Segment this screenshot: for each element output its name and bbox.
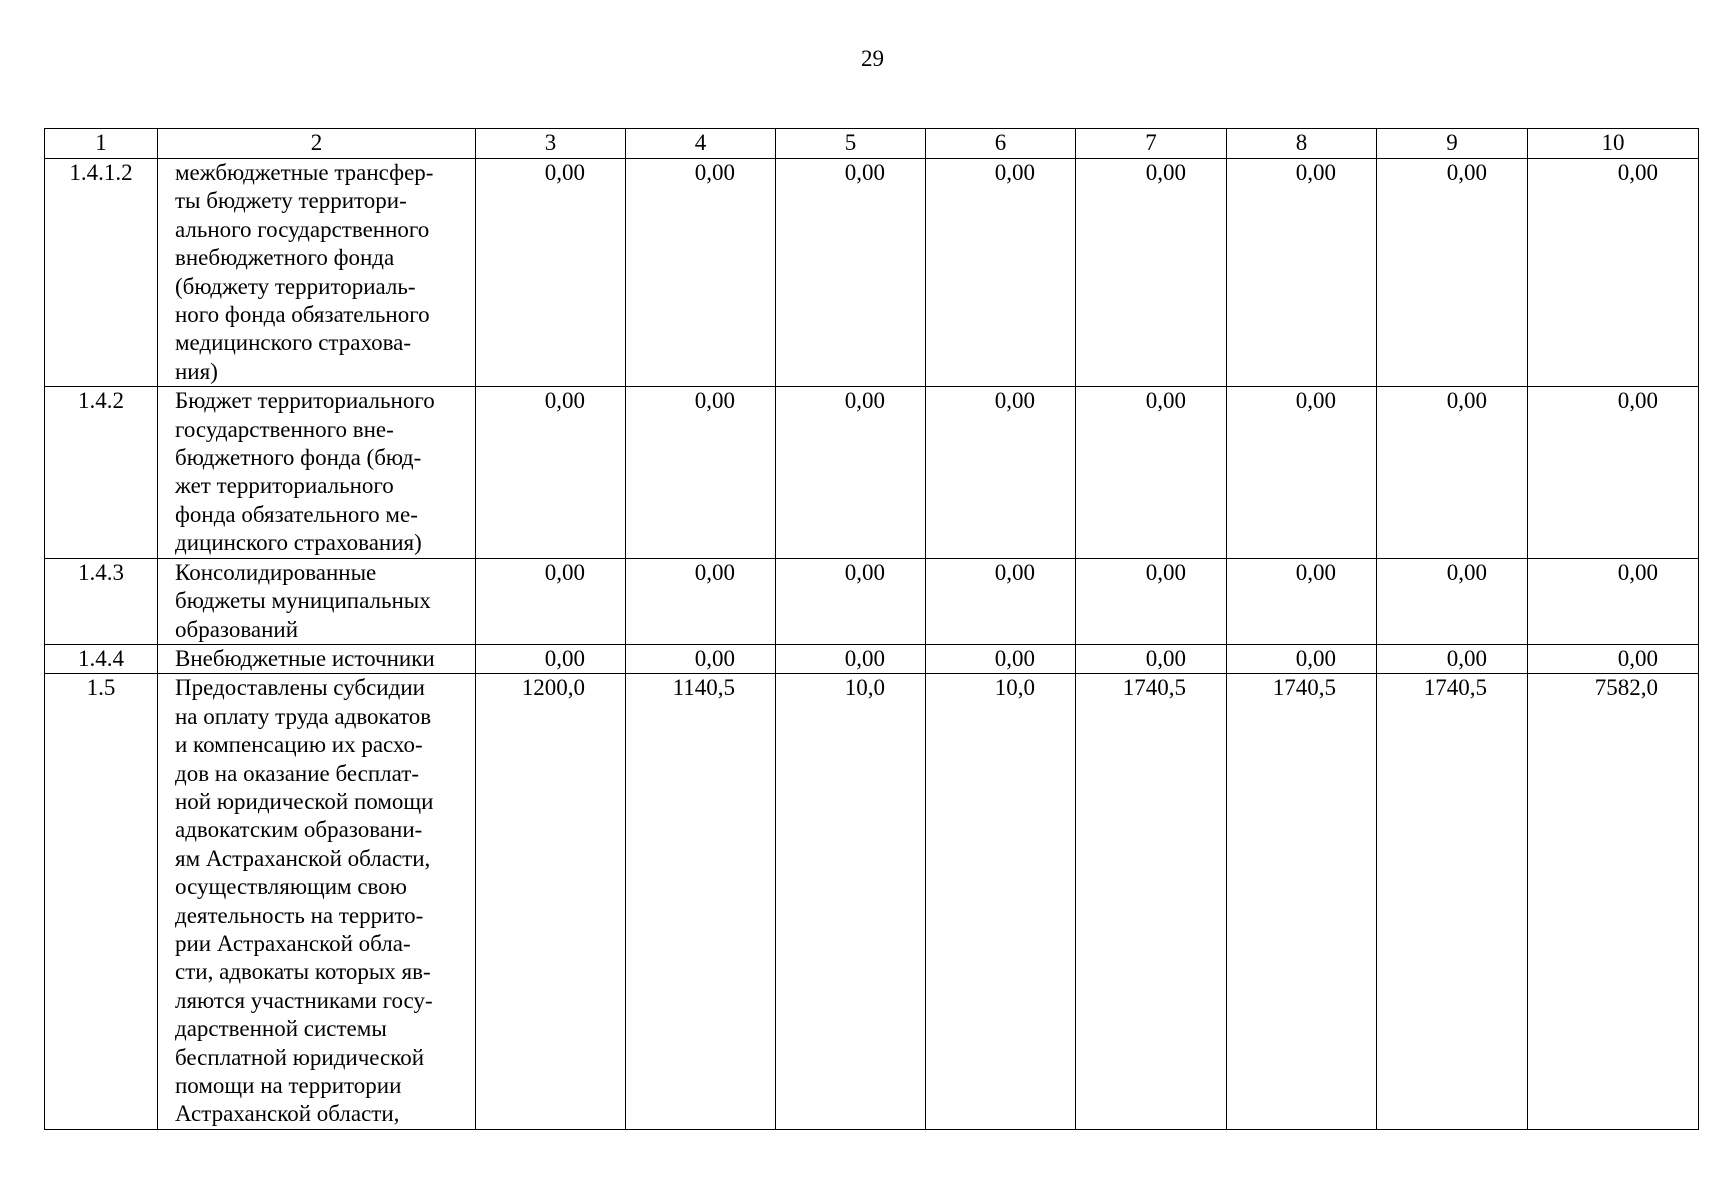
description-line: ты бюджету территори- <box>175 188 407 214</box>
table-row <box>45 159 1699 387</box>
row-description <box>158 674 476 1130</box>
description-line: Предоставлены субсидии <box>175 675 425 701</box>
row-code: 1.4.4 <box>45 644 158 673</box>
description-line: ального государственного <box>175 216 430 242</box>
description-line: ляются участниками госу- <box>175 987 433 1013</box>
row-description <box>158 387 476 558</box>
description-line: (бюджету территориаль- <box>175 273 416 299</box>
description-line: ной юридической помощи <box>175 788 434 814</box>
row-description <box>158 558 476 644</box>
description-line: Консолидированные <box>175 559 377 585</box>
description-line: ям Астраханской области, <box>175 845 431 871</box>
value-cell: 0,00 <box>1377 644 1528 673</box>
column-header: 6 <box>926 129 1076 159</box>
column-header: 2 <box>158 129 476 159</box>
value-cell: 0,00 <box>926 387 1076 558</box>
value-cell: 1740,5 <box>1377 674 1528 1130</box>
budget-table <box>44 128 1699 1130</box>
description-line: Астраханской области, <box>175 1101 400 1127</box>
column-header: 7 <box>1076 129 1227 159</box>
row-code: 1.4.1.2 <box>45 159 158 387</box>
description-line: рии Астраханской обла- <box>175 930 411 956</box>
value-cell: 0,00 <box>1076 644 1227 673</box>
description-line: дов на оказание бесплат- <box>175 760 419 786</box>
value-cell: 0,00 <box>1528 387 1699 558</box>
value-cell: 0,00 <box>1076 558 1227 644</box>
description-line: межбюджетные трансфер- <box>175 160 434 185</box>
description-line: ния) <box>175 358 218 384</box>
description-line: Бюджет территориального <box>175 388 435 414</box>
value-cell: 10,0 <box>926 674 1076 1130</box>
value-cell: 0,00 <box>1528 558 1699 644</box>
value-cell: 0,00 <box>1528 159 1699 387</box>
value-cell: 0,00 <box>926 558 1076 644</box>
description-line: медицинского страхова- <box>175 330 412 356</box>
table-row <box>45 644 1699 673</box>
description-line: на оплату труда адвокатов <box>175 703 432 729</box>
column-header: 3 <box>476 129 626 159</box>
column-header: 10 <box>1528 129 1699 159</box>
value-cell: 1140,5 <box>626 674 776 1130</box>
value-cell: 0,00 <box>1076 387 1227 558</box>
description-line: сти, адвокаты которых яв- <box>175 959 431 985</box>
description-line: дицинского страхования) <box>175 530 422 556</box>
value-cell: 0,00 <box>626 644 776 673</box>
value-cell: 0,00 <box>1076 159 1227 387</box>
value-cell: 0,00 <box>1227 387 1377 558</box>
row-description <box>158 644 476 673</box>
column-header: 8 <box>1227 129 1377 159</box>
value-cell: 0,00 <box>626 558 776 644</box>
value-cell: 1200,0 <box>476 674 626 1130</box>
value-cell: 0,00 <box>1528 644 1699 673</box>
value-cell: 0,00 <box>626 387 776 558</box>
description-line: адвокатским образовани- <box>175 817 423 843</box>
row-description <box>158 159 476 387</box>
column-header: 5 <box>776 129 926 159</box>
value-cell: 0,00 <box>476 159 626 387</box>
page-number: 29 <box>861 46 884 71</box>
column-header: 4 <box>626 129 776 159</box>
value-cell: 0,00 <box>626 159 776 387</box>
description-line: бюджеты муниципальных <box>175 588 431 614</box>
description-line: бесплатной юридической <box>175 1044 425 1070</box>
value-cell: 0,00 <box>776 159 926 387</box>
value-cell: 10,0 <box>776 674 926 1130</box>
value-cell: 0,00 <box>926 644 1076 673</box>
value-cell: 0,00 <box>1227 558 1377 644</box>
table-row <box>45 558 1699 644</box>
description-line: образований <box>175 616 299 642</box>
description-line: ного фонда обязательного <box>175 302 430 328</box>
table-row <box>45 387 1699 558</box>
column-header: 9 <box>1377 129 1528 159</box>
row-code: 1.5 <box>45 674 158 1130</box>
description-line: деятельность на террито- <box>175 902 424 928</box>
value-cell: 0,00 <box>476 644 626 673</box>
description-line: осуществляющим свою <box>175 874 407 900</box>
description-line: жет территориального <box>175 473 394 499</box>
value-cell: 0,00 <box>776 644 926 673</box>
value-cell: 0,00 <box>1227 644 1377 673</box>
value-cell: 0,00 <box>1377 159 1528 387</box>
description-line: и компенсацию их расхо- <box>175 732 423 758</box>
description-line: помощи на территории <box>175 1073 402 1098</box>
value-cell: 0,00 <box>1227 159 1377 387</box>
value-cell: 0,00 <box>476 558 626 644</box>
description-line: фонда обязательного ме- <box>175 501 418 527</box>
description-line: Внебюджетные источники <box>175 645 435 671</box>
column-header: 1 <box>45 129 158 159</box>
value-cell: 0,00 <box>776 558 926 644</box>
description-line: дарственной системы <box>175 1016 387 1042</box>
description-line: внебюджетного фонда <box>175 245 395 271</box>
value-cell: 0,00 <box>776 387 926 558</box>
value-cell: 1740,5 <box>1076 674 1227 1130</box>
row-code: 1.4.2 <box>45 387 158 558</box>
header-row <box>45 129 1699 159</box>
description-line: бюджетного фонда (бюд- <box>175 445 422 471</box>
value-cell: 0,00 <box>1377 387 1528 558</box>
table-row <box>45 674 1699 1130</box>
value-cell: 7582,0 <box>1528 674 1699 1130</box>
row-code: 1.4.3 <box>45 558 158 644</box>
value-cell: 0,00 <box>926 159 1076 387</box>
value-cell: 0,00 <box>476 387 626 558</box>
value-cell: 0,00 <box>1377 558 1528 644</box>
description-line: государственного вне- <box>175 416 394 442</box>
value-cell: 1740,5 <box>1227 674 1377 1130</box>
